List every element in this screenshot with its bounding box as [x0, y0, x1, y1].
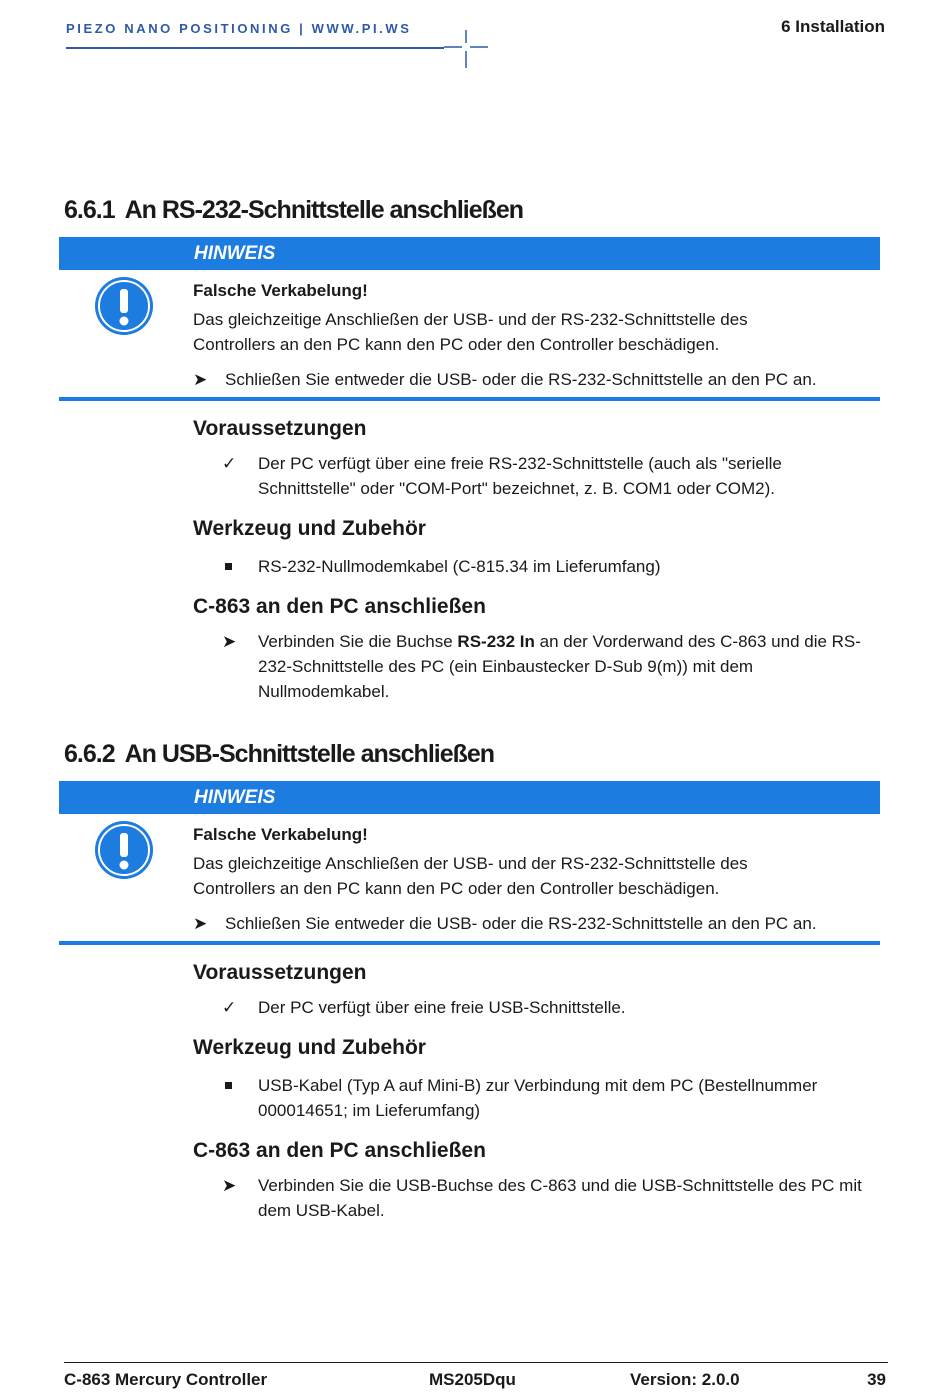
tools-heading: Werkzeug und Zubehör — [193, 517, 426, 540]
list-item — [222, 995, 872, 1020]
list-item — [222, 451, 872, 501]
connect-heading: C-863 an den PC anschließen — [193, 1139, 486, 1162]
footer-doc-id: MS205Dqu — [429, 1370, 516, 1389]
notice-action — [193, 914, 817, 934]
exclamation-circle-icon — [94, 276, 154, 336]
list-item-text: RS-232-Nullmodemkabel (C-815.34 im Lieferumfang) — [258, 557, 661, 576]
section-heading — [64, 740, 494, 769]
section-heading — [64, 196, 523, 225]
arrow-right-icon: ➤ — [193, 370, 208, 389]
brand-rule — [66, 47, 444, 49]
exclamation-circle-icon — [94, 820, 154, 880]
list-item-text: Der PC verfügt über eine freie USB-Schnittstelle. — [258, 998, 626, 1017]
list-item-text: Verbinden Sie die USB-Buchse des C-863 und die USB-Schnittstelle des PC mit dem USB-Kabel. — [258, 1176, 862, 1220]
arrow-right-icon: ➤ — [222, 632, 237, 651]
notice-action-text: Schließen Sie entweder die USB- oder die RS-232-Schnittstelle an den PC an. — [225, 370, 817, 389]
arrow-right-icon: ➤ — [193, 914, 208, 933]
section-title: An USB-Schnittstelle anschließen — [124, 740, 495, 768]
square-bullet-icon — [222, 554, 252, 579]
notice-label: HINWEIS — [194, 787, 276, 808]
notice-banner — [59, 781, 880, 814]
square-bullet-icon — [222, 1073, 252, 1098]
prerequisites-heading: Voraussetzungen — [193, 417, 367, 440]
notice-action-text: Schließen Sie entweder die USB- oder die RS-232-Schnittstelle an den PC an. — [225, 914, 817, 933]
notice-bottom-rule — [59, 397, 880, 401]
notice-heading: Falsche Verkabelung! — [193, 825, 368, 844]
list-item — [222, 554, 872, 579]
section-title: An RS-232-Schnittstelle anschließen — [124, 196, 524, 224]
arrow-right-icon: ➤ — [222, 1176, 237, 1195]
section-number: 6.6.1 — [64, 196, 115, 224]
connect-text-bold: RS-232 In — [457, 632, 535, 651]
list-item — [222, 1073, 872, 1123]
footer-version: Version: 2.0.0 — [630, 1370, 740, 1389]
tools-heading: Werkzeug und Zubehör — [193, 1036, 426, 1059]
notice-heading: Falsche Verkabelung! — [193, 281, 368, 300]
checkmark-icon: ✓ — [222, 998, 237, 1017]
connect-heading: C-863 an den PC anschließen — [193, 595, 486, 618]
list-item-text: Der PC verfügt über eine freie RS-232-Schnittstelle (auch als "serielle Schnittstelle" oder "COM-Port" bezeichnet, z. B. COM1 oder COM2). — [258, 454, 782, 498]
notice-text: Das gleichzeitige Anschließen der USB- und der RS-232-Schnittstelle des Controllers an den PC kann den PC oder den Controller beschädigen. — [193, 854, 748, 898]
list-item — [222, 629, 872, 704]
footer-page-number: 39 — [867, 1370, 886, 1389]
notice-label: HINWEIS — [194, 243, 276, 264]
connect-text-pre: Verbinden Sie die Buchse — [258, 632, 458, 651]
notice-bottom-rule — [59, 941, 880, 945]
crosshair-logo-icon — [444, 30, 488, 68]
checkmark-icon: ✓ — [222, 454, 237, 473]
list-item — [222, 1173, 872, 1223]
connect-text-post: an der Vorderwand des C-863 und die RS-232-Schnittstelle des PC (ein Einbaustecker D-Sub 9(m)) mit dem Nullmodemkabel. — [258, 632, 861, 701]
footer-product: C-863 Mercury Controller — [64, 1370, 268, 1389]
footer-rule — [64, 1362, 888, 1363]
brand-text: PIEZO NANO POSITIONING | WWW.PI.WS — [66, 21, 412, 36]
chapter-title: 6 Installation — [781, 17, 885, 36]
notice-text: Das gleichzeitige Anschließen der USB- und der RS-232-Schnittstelle des Controllers an den PC kann den PC oder den Controller beschädigen. — [193, 310, 748, 354]
section-number: 6.6.2 — [64, 740, 115, 768]
list-item-text — [258, 629, 872, 704]
list-item-text: USB-Kabel (Typ A auf Mini-B) zur Verbindung mit dem PC (Bestellnummer 000014651; im Lieferumfang) — [258, 1076, 818, 1120]
notice-action — [193, 370, 817, 390]
notice-banner — [59, 237, 880, 270]
prerequisites-heading: Voraussetzungen — [193, 961, 367, 984]
